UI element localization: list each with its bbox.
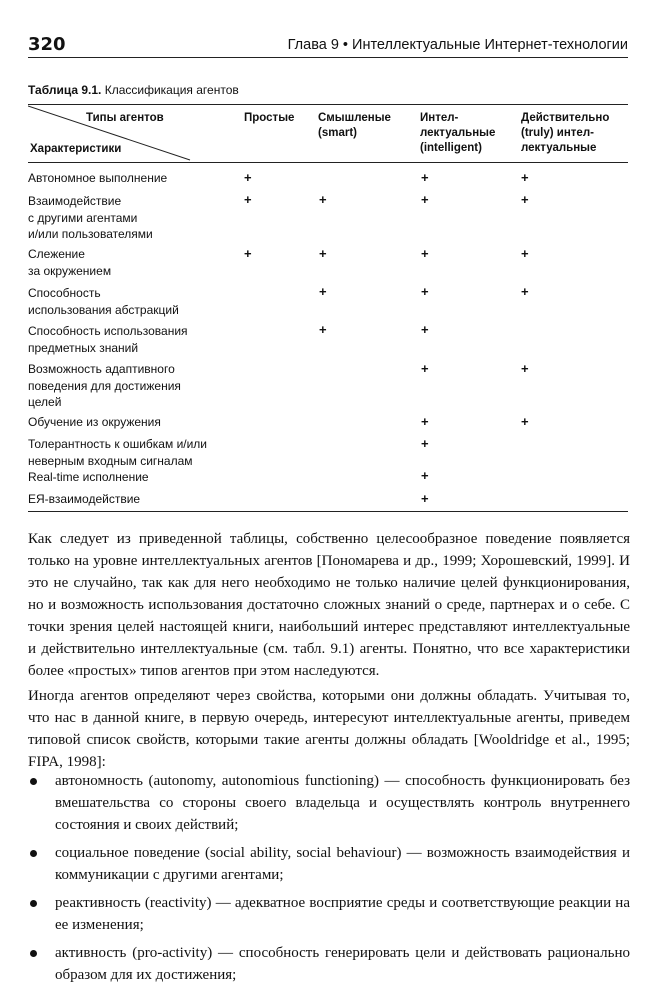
row-mark: + <box>421 436 429 451</box>
column-header-line: (intelligent) <box>420 142 482 154</box>
column-header-line: лектуальные <box>420 127 496 139</box>
list-item-text: автономность (autonomy, autonomious functioning) — способность функционировать без вмешательства со стороны своего владельца и осуществлять контроль внутреннего состояния и своих действий; <box>55 773 630 833</box>
list-item <box>28 942 630 986</box>
column-header-truly-intelligent <box>521 111 609 156</box>
row-label-nl-interaction <box>28 491 140 508</box>
row-label-line: Взаимодействие <box>28 194 122 208</box>
row-label-line: и/или пользователями <box>28 227 153 241</box>
row-mark: + <box>421 322 429 337</box>
header-rule <box>28 57 628 58</box>
row-mark: + <box>521 361 529 376</box>
row-label-tracking <box>28 246 111 279</box>
running-title: Глава 9 • Интеллектуальные Интернет-технологии <box>287 37 628 53</box>
header-corner-top: Типы агентов <box>86 112 164 124</box>
row-label-line: Способность использования <box>28 324 188 338</box>
row-label-line: предметных знаний <box>28 340 139 355</box>
row-label-line: использования абстракций <box>28 302 179 317</box>
table-caption <box>28 83 239 97</box>
column-header-smart <box>318 111 391 141</box>
row-mark: + <box>319 284 327 299</box>
list-item-text: реактивность (reactivity) — адекватное восприятие среды и соответствующие реакции на ее изменения; <box>55 895 630 933</box>
column-header-line: Простые <box>244 112 295 124</box>
paragraph-2: Иногда агентов определяют через свойства, которыми они должны обладать. Учитывая то, что нас в данной книге, в первую очередь, интересуют интеллектуальные агенты, приведем типовой список свойств, которыми такие агенты должны обладать [Wooldridge et al., 1995; FIPA, 1998]: <box>28 688 630 770</box>
list-item <box>28 770 630 836</box>
row-label-interaction <box>28 193 153 243</box>
row-label-line: Обучение из окружения <box>28 415 161 429</box>
row-mark: + <box>319 192 327 207</box>
row-label-line: Слежение <box>28 247 85 261</box>
row-label-line: с другими агентами <box>28 210 138 225</box>
row-mark: + <box>521 284 529 299</box>
row-mark: + <box>319 246 327 261</box>
row-label-line: ЕЯ-взаимодействие <box>28 492 141 506</box>
row-label-adaptive-behavior <box>28 361 181 411</box>
row-label-learning <box>28 414 161 431</box>
row-mark: + <box>421 284 429 299</box>
column-header-intelligent <box>420 111 495 156</box>
row-mark: + <box>319 322 327 337</box>
table-caption-label: Таблица 9.1. <box>28 83 102 97</box>
row-mark: + <box>244 246 252 261</box>
row-mark: + <box>421 192 429 207</box>
column-header-simple <box>244 111 294 126</box>
row-mark: + <box>421 246 429 261</box>
row-mark: + <box>421 170 429 185</box>
row-label-line: целей <box>28 395 62 409</box>
row-label-line: Способность <box>28 286 101 300</box>
row-label-line: за окружением <box>28 263 112 278</box>
column-header-line: Смышленые <box>318 112 391 124</box>
column-header-line: Действительно <box>521 112 610 124</box>
row-mark: + <box>521 414 529 429</box>
bullet-icon <box>30 850 37 857</box>
row-mark: + <box>521 246 529 261</box>
row-mark: + <box>244 170 252 185</box>
row-label-autonomous <box>28 170 167 187</box>
page-number: 320 <box>28 34 66 55</box>
row-mark: + <box>421 491 429 506</box>
row-label-line: Автономное выполнение <box>28 171 168 185</box>
bullet-icon <box>30 900 37 907</box>
list-item <box>28 842 630 886</box>
table-caption-text: Классификация агентов <box>101 83 239 97</box>
row-mark: + <box>421 468 429 483</box>
column-header-line: (truly) интел- <box>521 127 594 139</box>
bullet-icon <box>30 950 37 957</box>
column-header-line: (smart) <box>318 127 357 139</box>
list-item-text: активность (pro-activity) — способность генерировать цели и действовать рационально образом для их достижения; <box>55 945 630 983</box>
row-label-real-time <box>28 469 149 486</box>
row-mark: + <box>244 192 252 207</box>
paragraph-1: Как следует из приведенной таблицы, собственно целесообразное поведение появляется только на уровне интеллектуальных агентов [Пономарева и др., 1999; Хорошевский, 1999]. И это не случайно, так как для него необходимо не только наличие целей функционирования, но и возможность использования достаточно сложных знаний о среде, партнерах и о себе. С точки зрения целей настоящей книги, наибольший интерес представляют интеллектуальные и действительно интеллектуальные (см. табл. 9.1) агенты. Понятно, что все характеристики более «простых» типов агентов при этом наследуются. <box>28 531 630 679</box>
page-header <box>28 34 628 58</box>
column-header-line: лектуальные <box>521 142 597 154</box>
row-label-line: Толерантность к ошибкам и/или <box>28 437 208 451</box>
properties-list <box>28 770 630 992</box>
row-mark: + <box>521 170 529 185</box>
row-label-line: неверным входным сигналам <box>28 453 193 468</box>
row-label-line: Возможность адаптивного <box>28 362 175 376</box>
list-item <box>28 892 630 936</box>
bullet-icon <box>30 778 37 785</box>
header-corner-bottom: Характеристики <box>30 143 122 155</box>
row-label-abstractions <box>28 285 179 318</box>
row-mark: + <box>421 414 429 429</box>
row-label-line: поведения для достижения <box>28 378 181 393</box>
row-label-line: Real-time исполнение <box>28 470 149 484</box>
table-bottom-rule <box>28 511 628 512</box>
row-mark: + <box>421 361 429 376</box>
table-header-rule <box>28 162 628 163</box>
row-mark: + <box>521 192 529 207</box>
column-header-line: Интел- <box>420 112 459 124</box>
list-item-text: социальное поведение (social ability, social behaviour) — возможность взаимодействия и коммуникации с другими агентами; <box>55 845 630 883</box>
row-label-domain-knowledge <box>28 323 188 356</box>
row-label-fault-tolerance <box>28 436 207 469</box>
